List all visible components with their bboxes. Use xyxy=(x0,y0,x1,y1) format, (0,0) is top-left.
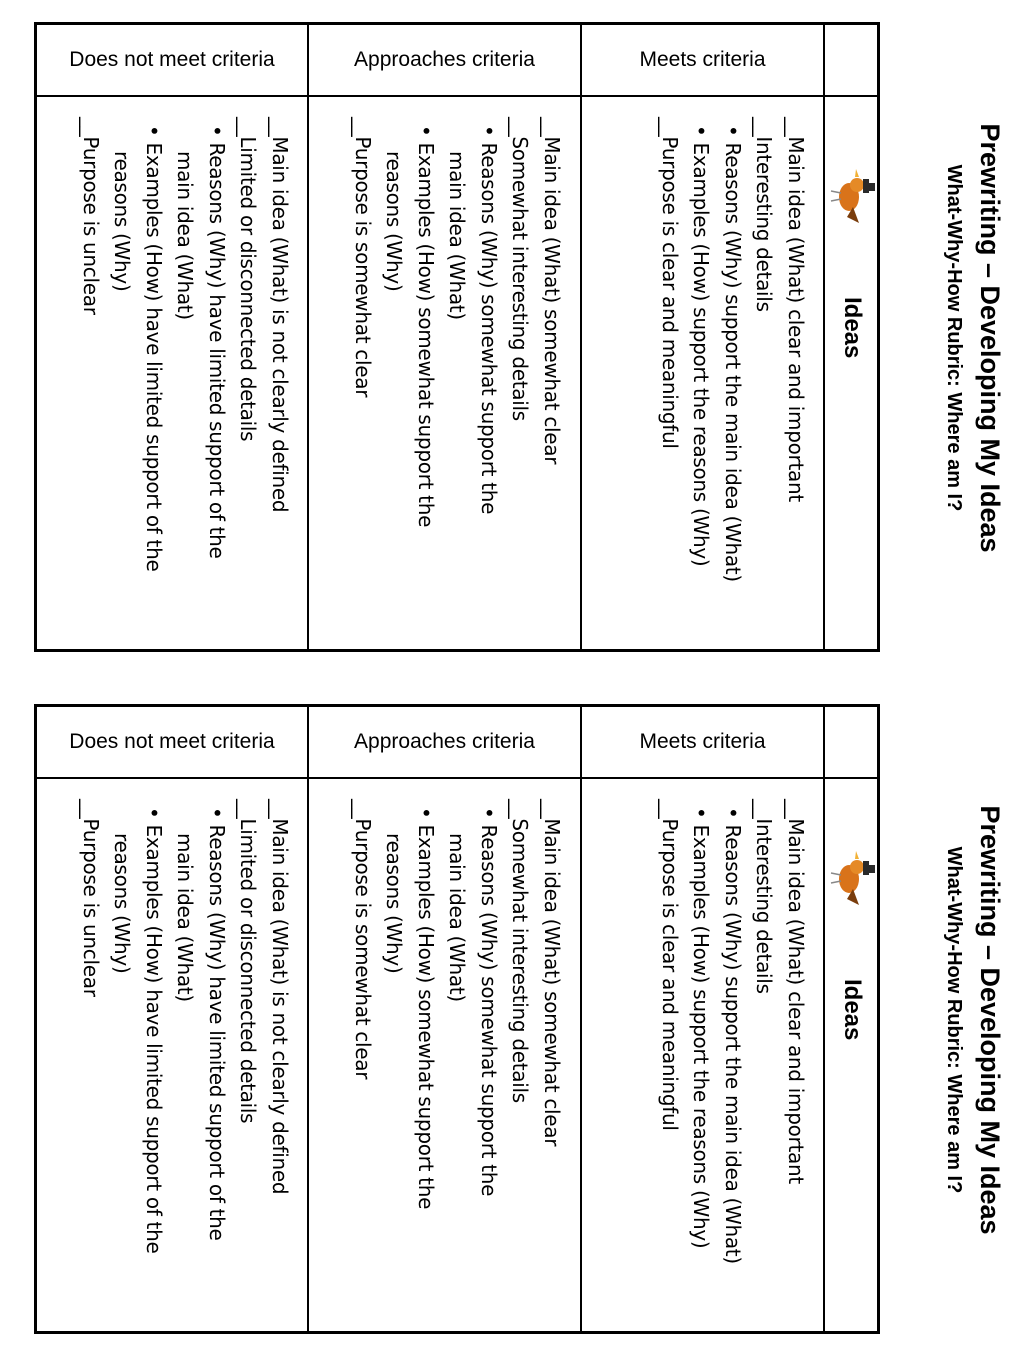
criteria-bullet: • Reasons (Why) support the main idea (What) xyxy=(721,807,745,1264)
criteria-line: __Purpose is unclear xyxy=(79,799,103,997)
criteria-line: __Purpose is somewhat clear xyxy=(351,117,375,398)
page-subtitle: What-Why-How Rubric: Where am I? xyxy=(943,164,965,512)
criteria-bullet: • Examples (How) support the reasons (Why) xyxy=(689,125,714,567)
criteria-line: __Purpose is clear and meaningful xyxy=(658,799,682,1131)
page-subtitle: What-Why-How Rubric: Where am I? xyxy=(943,846,965,1194)
criteria-bullet: • Reasons (Why) support the main idea (What) xyxy=(721,125,745,582)
ideas-label: Ideas xyxy=(839,297,866,359)
ideas-cell xyxy=(825,97,877,649)
criteria-bullet: • Examples (How) have limited support of the xyxy=(142,125,166,572)
page-title: Prewriting – Developing My Ideas xyxy=(975,805,1005,1235)
header-does-not-meet: Does not meet criteria xyxy=(69,48,275,71)
rubric-card xyxy=(20,18,1005,658)
criteria-line: __Interesting details xyxy=(752,117,777,312)
approaches-cell xyxy=(309,779,580,1331)
criteria-line: __Main idea (What) is not clearly defined xyxy=(268,117,292,513)
criteria-bullet: • Examples (How) somewhat support the xyxy=(414,807,438,1210)
meets-cell xyxy=(582,779,823,1331)
header-approaches: Approaches criteria xyxy=(354,730,535,753)
header-approaches: Approaches criteria xyxy=(354,48,535,71)
page-title: Prewriting – Developing My Ideas xyxy=(975,123,1005,553)
criteria-bullet-cont: main idea (What) xyxy=(445,151,470,320)
criteria-line: __Purpose is unclear xyxy=(79,117,103,315)
criteria-bullet: • Reasons (Why) somewhat support the xyxy=(477,125,501,515)
does-not-meet-cell xyxy=(37,97,307,649)
criteria-line: __Interesting details xyxy=(752,799,777,994)
criteria-bullet-cont: main idea (What) xyxy=(173,151,198,320)
header-does-not-meet: Does not meet criteria xyxy=(69,730,275,753)
criteria-bullet-cont: main idea (What) xyxy=(173,833,198,1002)
approaches-criteria-list xyxy=(347,799,568,1359)
approaches-criteria-list xyxy=(347,117,568,677)
criteria-line: __Limited or disconnected details xyxy=(236,117,261,442)
criteria-bullet-cont: reasons (Why) xyxy=(110,151,135,292)
meets-criteria-list xyxy=(654,799,812,1359)
header-meets: Meets criteria xyxy=(639,48,766,71)
header-meets: Meets criteria xyxy=(639,730,766,753)
does-not-meet-cell xyxy=(37,779,307,1331)
criteria-line: __Main idea (What) clear and important xyxy=(784,799,808,1184)
criteria-bullet-cont: reasons (Why) xyxy=(110,833,135,974)
criteria-line: __Limited or disconnected details xyxy=(236,799,261,1124)
approaches-cell xyxy=(309,97,580,649)
meets-criteria-list xyxy=(654,117,812,677)
criteria-line: __Purpose is clear and meaningful xyxy=(658,117,682,449)
criteria-line: __Main idea (What) somewhat clear xyxy=(540,799,564,1147)
bird-mascot-icon xyxy=(827,167,877,227)
title-block xyxy=(910,18,1010,658)
rubric-card xyxy=(20,700,1005,1340)
rubric-table xyxy=(34,22,880,652)
criteria-bullet: • Examples (How) support the reasons (Why) xyxy=(689,807,714,1249)
criteria-line: __Main idea (What) clear and important xyxy=(784,117,808,502)
title-block xyxy=(910,700,1010,1340)
does-not-meet-criteria-list xyxy=(75,117,296,677)
ideas-cell xyxy=(825,779,877,1331)
criteria-line: __Purpose is somewhat clear xyxy=(351,799,375,1080)
bird-mascot-icon xyxy=(827,849,877,909)
criteria-bullet: • Reasons (Why) have limited support of the xyxy=(205,125,229,559)
criteria-bullet-cont: main idea (What) xyxy=(445,833,470,1002)
criteria-bullet-cont: reasons (Why) xyxy=(382,833,407,974)
criteria-bullet: • Examples (How) somewhat support the xyxy=(414,125,438,528)
criteria-line: __Main idea (What) is not clearly defined xyxy=(268,799,292,1195)
criteria-bullet: • Reasons (Why) have limited support of the xyxy=(205,807,229,1241)
criteria-line: __Somewhat interesting details xyxy=(508,799,533,1103)
criteria-bullet-cont: reasons (Why) xyxy=(382,151,407,292)
criteria-bullet: • Reasons (Why) somewhat support the xyxy=(477,807,501,1197)
criteria-bullet: • Examples (How) have limited support of the xyxy=(142,807,166,1254)
meets-cell xyxy=(582,97,823,649)
ideas-label: Ideas xyxy=(839,979,866,1041)
criteria-line: __Main idea (What) somewhat clear xyxy=(540,117,564,465)
criteria-line: __Somewhat interesting details xyxy=(508,117,533,421)
does-not-meet-criteria-list xyxy=(75,799,296,1359)
rubric-table xyxy=(34,704,880,1334)
